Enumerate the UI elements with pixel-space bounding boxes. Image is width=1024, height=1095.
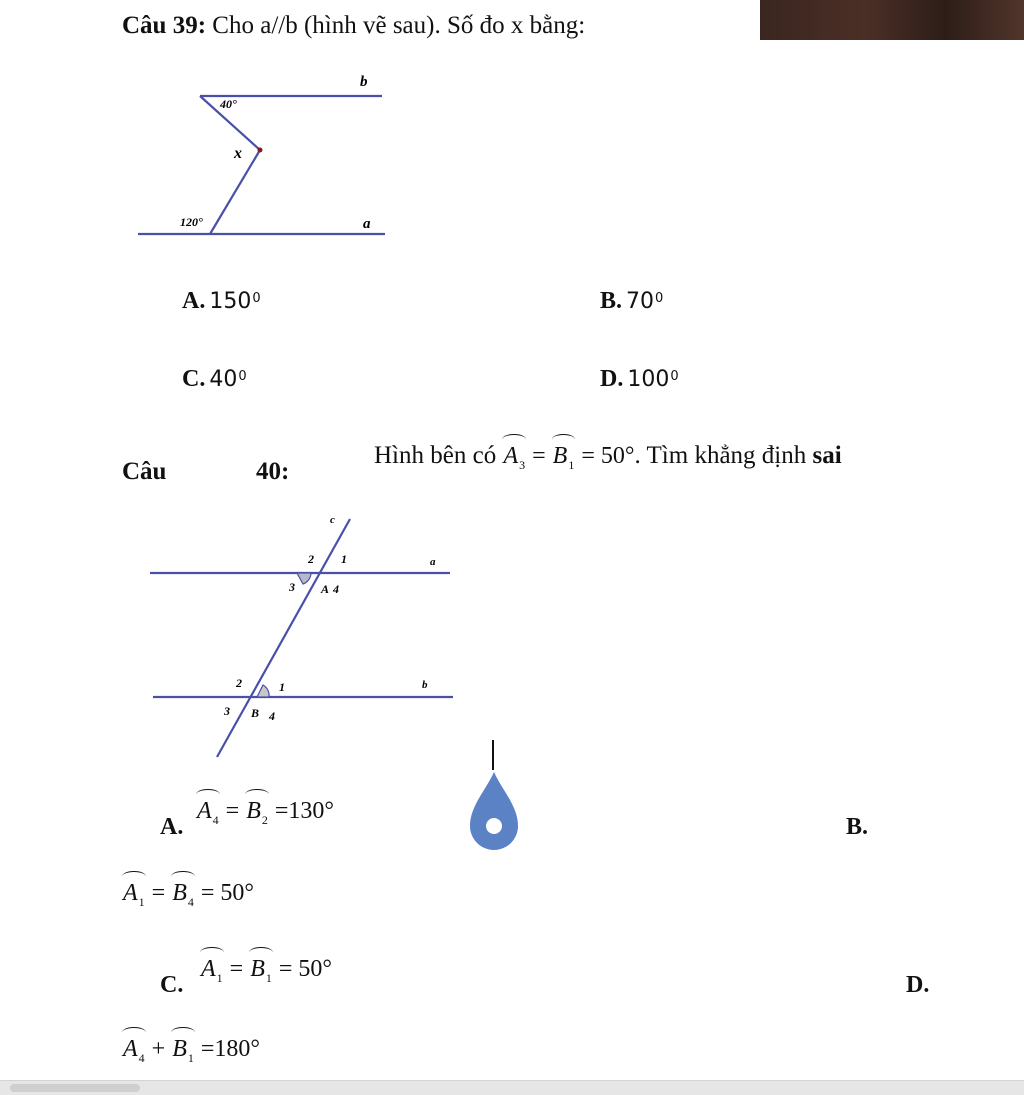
option-40-c-expression: $A_1 = B_1 = 50^\circ$ [201, 956, 333, 985]
vertex-dot [258, 148, 263, 153]
label-c: c [330, 514, 335, 526]
label-b: b [422, 679, 428, 691]
option-40-a[interactable] [160, 814, 183, 841]
option-label: D. [906, 972, 930, 998]
question-39-label: Câu 39: [122, 12, 207, 39]
question-40-figure [145, 505, 460, 760]
a-angle-2: 2 [308, 552, 314, 566]
horizontal-scrollbar[interactable] [0, 1080, 1024, 1095]
option-40-b-expression: $A_1 = B_4 = 50^\circ$ [123, 880, 255, 909]
option-label: A. [182, 288, 206, 314]
option-39-a[interactable] [182, 288, 261, 315]
angle-120-label: 120° [180, 215, 203, 229]
question-40-text: Hình bên có $A_3 = B_1 = 50^\circ$. Tìm khẳng định sai [374, 442, 842, 472]
option-40-a-expression: $A_4 = B_2 =130^\circ$ [197, 798, 335, 827]
label-a: a [363, 216, 371, 232]
option-label: A. [160, 814, 184, 840]
b-angle-3: 3 [224, 704, 230, 718]
question-39-heading [122, 12, 585, 40]
question-40-label-word: Câu [122, 458, 167, 485]
segment-lower [210, 150, 260, 234]
option-value: $150^0$ [209, 289, 261, 314]
cursor-drop-handle-icon[interactable] [468, 770, 520, 852]
question-39-text: Cho a//b (hình vẽ sau). Số đo x bằng: [206, 12, 586, 39]
transversal-c [217, 519, 350, 757]
a-angle-3: 3 [289, 580, 295, 594]
option-40-b[interactable] [846, 814, 868, 841]
text-cursor [492, 740, 494, 770]
option-value: $70^0$ [626, 289, 664, 314]
option-40-d-expression: $A_4 + B_1 =180^\circ$ [123, 1036, 261, 1065]
angle-40-label: 40° [220, 97, 237, 111]
point-b: B [251, 706, 260, 720]
b-angle-1: 1 [279, 680, 285, 694]
scrollbar-thumb[interactable] [10, 1084, 140, 1092]
option-40-c[interactable] [160, 972, 183, 999]
question-40-equation: $A_3 = B_1 = 50^\circ$ [503, 443, 635, 472]
option-label: C. [160, 972, 184, 998]
option-39-b[interactable] [600, 288, 663, 315]
option-label: C. [182, 366, 206, 392]
b-angle-2: 2 [236, 676, 242, 690]
question-39-figure [130, 68, 400, 248]
option-value: $100^0$ [627, 367, 679, 392]
option-40-d[interactable] [906, 972, 929, 999]
option-39-d[interactable] [600, 366, 679, 393]
option-39-c[interactable] [182, 366, 247, 393]
angle-x-label: x [234, 145, 242, 162]
label-a: a [430, 556, 436, 568]
option-label: B. [600, 288, 623, 314]
angle-b1-mark [257, 685, 269, 697]
a-angle-1: 1 [341, 552, 347, 566]
option-label: B. [846, 814, 869, 840]
label-b: b [360, 74, 368, 90]
corner-image-fragment [760, 0, 1024, 40]
a-angle-4: 4 [333, 582, 339, 596]
angle-a3-mark [297, 573, 311, 584]
b-angle-4: 4 [269, 709, 275, 723]
question-40-label-num: 40: [256, 458, 290, 485]
option-value: $40^0$ [209, 367, 247, 392]
option-label: D. [600, 366, 624, 392]
point-a: A [321, 582, 330, 596]
